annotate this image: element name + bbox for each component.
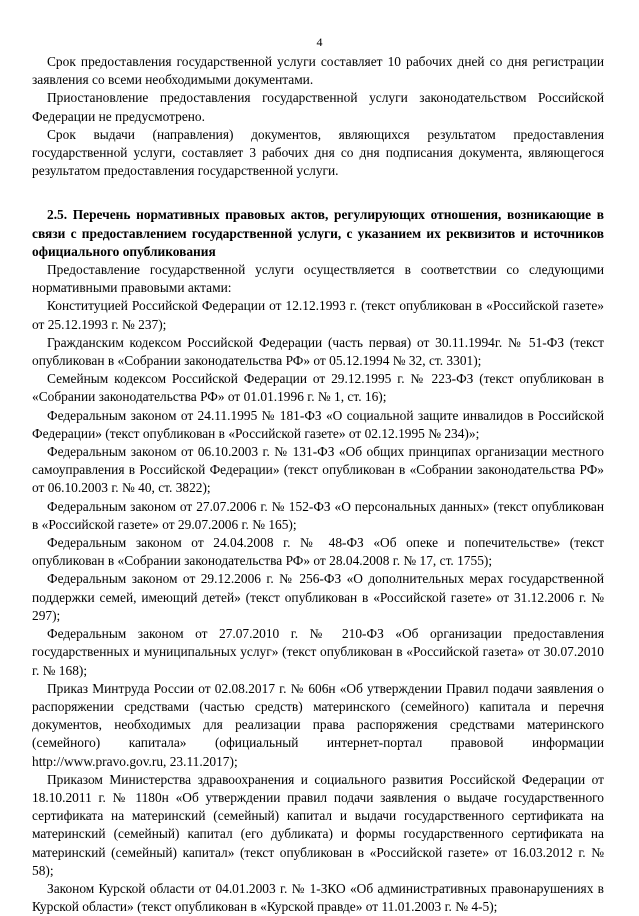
paragraph-act-606n: Приказ Минтруда России от 02.08.2017 г. № 606н «Об утверждении Правил подачи заявления о распоряжении средствами (частью средств) материнского (семейного) капитала и перечня документов, необходимых для реализации права распоряжения средствами материнского (семейного) капитала» (официальный интернет-портал правовой информации http://www.pravo.gov.ru, 23.11.2017);	[32, 680, 604, 769]
paragraph-act-256-fz: Федеральным законом от 29.12.2006 г. № 256-ФЗ «О дополнительных мерах государственной поддержки семей, имеющий детей» (текст опубликован в «Российской газете» от 31.12.2006 г. № 297);	[32, 571, 604, 623]
paragraph-act-152-fz: Федеральным законом от 27.07.2006 г. № 152-ФЗ «О персональных данных» (текст опубликован в «Российской газете» от 29.07.2006 г. № 165);	[32, 498, 604, 532]
paragraph-acts-intro: Предоставление государственной услуги осуществляется в соответствии со следующими нормативными правовыми актами:	[32, 262, 604, 296]
paragraph-delivery-term: Срок выдачи (направления) документов, являющихся результатом предоставления государственной услуги, составляет 3 рабочих дня со дня подписания документа, являющегося результатом предоставления государственной услуги.	[32, 126, 604, 179]
page-number: 4	[316, 35, 323, 49]
section-heading-2-5: 2.5. Перечень нормативных правовых актов, регулирующих отношения, возникающие в связи с предоставлением государственной услуги, с указанием их реквизитов и источников официального опубликования	[32, 207, 604, 259]
document-body	[32, 53, 604, 916]
paragraph-act-181-fz: Федеральным законом от 24.11.1995 № 181-ФЗ «О социальной защите инвалидов в Российской Федерации» (текст опубликован в «Российской газете» от 02.12.1995 № 234)»;	[32, 407, 604, 441]
paragraph-act-131-fz: Федеральным законом от 06.10.2003 г. № 131-ФЗ «Об общих принципах организации местного самоуправления в Российской Федерации» (текст опубликован в «Собрании законодательства РФ» от 06.10.2003 г. № 40, ст. 3822);	[32, 444, 604, 496]
paragraph-service-term: Срок предоставления государственной услуги составляет 10 рабочих дней со дня регистрации заявления со всеми необходимыми документами.	[32, 54, 604, 88]
paragraph-act-48-fz: Федеральным законом от 24.04.2008 г. № 48-ФЗ «Об опеке и попечительстве» (текст опубликован в «Собрании законодательства РФ» от 28.04.2008 г. № 17, ст. 1755);	[32, 535, 604, 569]
paragraph-act-family-code: Семейным кодексом Российской Федерации от 29.12.1995 г. № 223-ФЗ (текст опубликован в «Собрании законодательства РФ» от 01.01.1996 г. № 1, ст. 16);	[32, 371, 604, 405]
paragraph-act-210-fz: Федеральным законом от 27.07.2010 г. № 210-ФЗ «Об организации предоставления государственных и муниципальных услуг» (текст опубликован в «Российской газета» от 30.07.2010 г. № 168);	[32, 626, 604, 678]
paragraph-act-civil-code: Гражданским кодексом Российской Федерации (часть первая) от 30.11.1994г. № 51-ФЗ (текст опубликован в «Собрании законодательства РФ» от 05.12.1994 № 32, ст. 3301);	[32, 334, 604, 369]
paragraph-act-1-zko: Законом Курской области от 04.01.2003 г. № 1-ЗКО «Об административных правонарушениях в Курской области» (текст опубликован в «Курской правде» от 11.01.2003 г. № 4-5);	[32, 880, 604, 915]
paragraph-act-constitution: Конституцией Российской Федерации от 12.12.1993 г. (текст опубликован в «Российской газете» от 25.12.1993 г. № 237);	[32, 298, 604, 332]
paragraph-suspension: Приостановление предоставления государственной услуги законодательством Российской Федерации не предусмотрено.	[32, 90, 604, 124]
paragraph-act-1180n: Приказом Министерства здравоохранения и социального развития Российской Федерации от 18.10.2011 г. № 1180н «Об утверждении правил подачи заявления о выдаче государственного сертификата на материнский (семейный) капитал и выдачи государственного сертификата на материнский (семейный) капитал (его дубликата) и формы государственного сертификата на материнский (семейный) капитал» (текст опубликован в «Российской газете» от 16.03.2012 г. № 58);	[32, 771, 604, 878]
